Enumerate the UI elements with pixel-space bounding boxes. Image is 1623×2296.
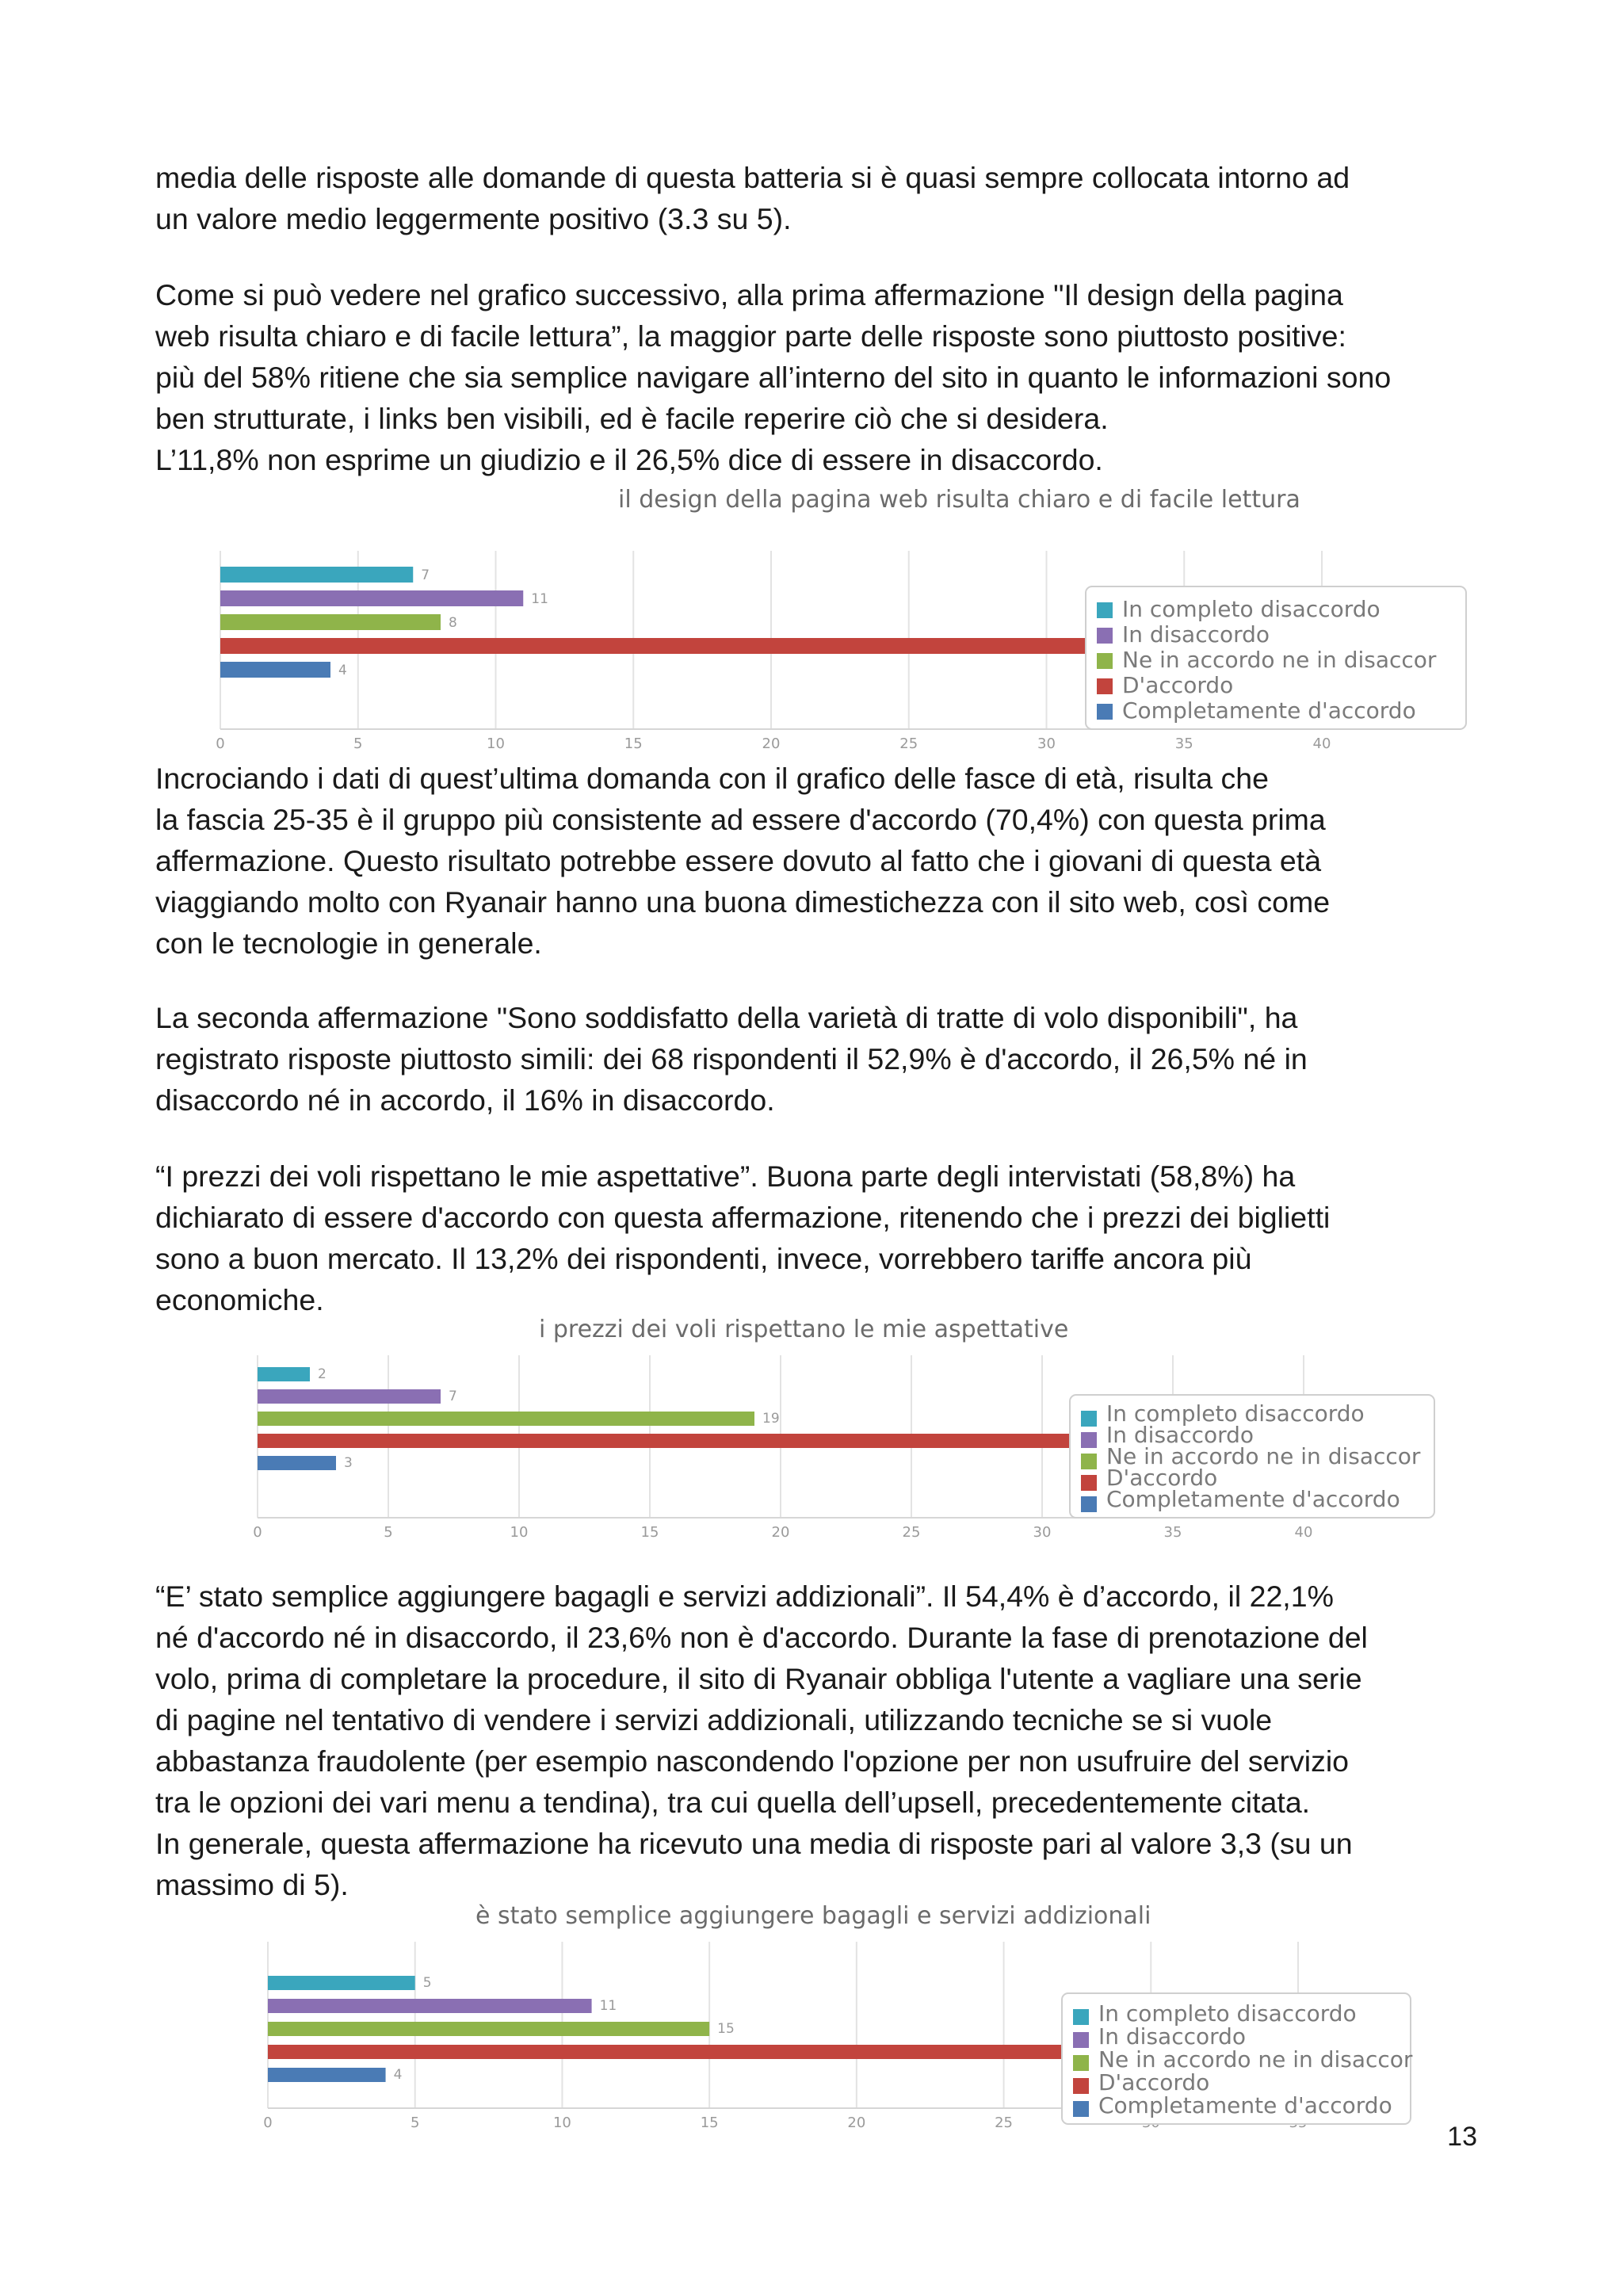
legend-swatch — [1073, 2032, 1089, 2048]
text-line: né d'accordo né in disaccordo, il 23,6% non è d'accordo. Durante la fase di prenotazione del — [155, 1621, 1368, 1654]
data-label: 7 — [421, 567, 430, 583]
text-line: Incrociando i dati di quest’ultima domanda con il grafico delle fasce di età, risulta che — [155, 762, 1269, 795]
legend-label: Completamente d'accordo — [1122, 697, 1416, 724]
text-line: tra le opzioni dei vari menu a tendina), tra cui quella dell’upsell, precedentemente citata. — [155, 1786, 1311, 1819]
bar-0 — [258, 1367, 310, 1381]
text-line: dichiarato di essere d'accordo con questa affermazione, ritenendo che i prezzi dei biglietti — [155, 1201, 1331, 1234]
legend-label: In completo disaccordo — [1122, 596, 1381, 622]
chart-svg — [238, 1316, 1474, 1549]
text-line: volo, prima di completare la procedure, il sito di Ryanair obbliga l'utente a vagliare una serie — [155, 1662, 1362, 1695]
legend-swatch — [1081, 1432, 1097, 1448]
bar-0 — [268, 1976, 415, 1990]
legend-swatch — [1081, 1411, 1097, 1427]
legend-swatch — [1097, 628, 1113, 644]
text-line: “I prezzi dei voli rispettano le mie aspettative”. Buona parte degli intervistati (58,8%) ha — [155, 1159, 1296, 1193]
data-label: 3 — [344, 1455, 353, 1471]
data-label: 15 — [717, 2021, 735, 2037]
legend — [1086, 586, 1466, 729]
paragraph-4 — [155, 997, 1487, 1121]
x-tick-label: 30 — [1037, 735, 1056, 752]
text-line: In generale, questa affermazione ha ricevuto una media di risposte pari al valore 3,3 (su un — [155, 1827, 1353, 1860]
x-tick-label: 5 — [353, 735, 363, 752]
bar-4 — [220, 662, 330, 678]
data-label: 7 — [449, 1389, 457, 1404]
legend — [1070, 1395, 1434, 1518]
page-number: 13 — [1447, 2122, 1477, 2152]
bar-2 — [268, 2022, 709, 2036]
legend-swatch — [1097, 602, 1113, 618]
x-tick-label: 5 — [384, 1524, 393, 1541]
data-label: 2 — [318, 1366, 327, 1382]
text-line: disaccordo né in accordo, il 16% in disaccordo. — [155, 1083, 775, 1117]
legend-label: Completamente d'accordo — [1106, 1486, 1400, 1512]
data-label: 4 — [338, 663, 347, 678]
legend-swatch — [1073, 2101, 1089, 2117]
bar-1 — [258, 1389, 441, 1404]
x-tick-label: 30 — [1033, 1524, 1052, 1541]
chart-design-pagina — [206, 483, 1474, 752]
x-tick-label: 25 — [899, 735, 918, 752]
legend-label: D'accordo — [1098, 2069, 1210, 2095]
bar-1 — [268, 1999, 592, 2013]
legend — [1062, 1993, 1413, 2124]
chart-bagagli-servizi — [254, 1902, 1442, 2144]
data-label: 11 — [599, 1998, 617, 2014]
legend-label: D'accordo — [1106, 1465, 1218, 1491]
text-line: web risulta chiaro e di facile lettura”, la maggior parte delle risposte sono piuttosto positive: — [155, 319, 1346, 353]
data-label: 19 — [762, 1411, 780, 1427]
text-line: sono a buon mercato. Il 13,2% dei rispondenti, invece, vorrebbero tariffe ancora più — [155, 1242, 1252, 1275]
x-tick-label: 15 — [700, 2115, 719, 2131]
x-tick-label: 10 — [510, 1524, 529, 1541]
legend-label: D'accordo — [1122, 672, 1234, 698]
chart-title: il design della pagina web risulta chiaro e di facile lettura — [618, 486, 1300, 514]
text-line: La seconda affermazione "Sono soddisfatto della varietà di tratte di volo disponibili", ha — [155, 1001, 1298, 1034]
x-tick-label: 40 — [1294, 1524, 1313, 1541]
bar-2 — [220, 614, 441, 630]
text-line: Come si può vedere nel grafico successivo, alla prima affermazione "Il design della pagina — [155, 278, 1343, 311]
x-tick-label: 10 — [487, 735, 505, 752]
legend-label: Ne in accordo ne in disaccor — [1122, 647, 1437, 673]
text-line: registrato risposte piuttosto simili: dei 68 rispondenti il 52,9% è d'accordo, il 26,5% né in — [155, 1042, 1308, 1075]
legend-label: Ne in accordo ne in disaccor — [1098, 2046, 1413, 2073]
x-tick-label: 35 — [1163, 1524, 1182, 1541]
legend-swatch — [1073, 2078, 1089, 2094]
x-tick-label: 0 — [253, 1524, 262, 1541]
bar-2 — [258, 1412, 754, 1426]
legend-label: In disaccordo — [1122, 621, 1270, 648]
chart-title: è stato semplice aggiungere bagagli e servizi addizionali — [475, 1902, 1151, 1930]
text-line: media delle risposte alle domande di questa batteria si è quasi sempre collocata intorno ad — [155, 161, 1350, 194]
bar-4 — [258, 1456, 336, 1470]
text-line: L’11,8% non esprime un giudizio e il 26,5% dice di essere in disaccordo. — [155, 443, 1103, 476]
data-label: 8 — [449, 615, 457, 631]
text-line: viaggiando molto con Ryanair hanno una buona dimestichezza con il sito web, così come — [155, 885, 1331, 919]
x-tick-label: 25 — [902, 1524, 921, 1541]
legend-swatch — [1081, 1475, 1097, 1491]
legend-label: In completo disaccordo — [1106, 1400, 1365, 1427]
legend-label: In disaccordo — [1106, 1422, 1254, 1448]
text-line: “E’ stato semplice aggiungere bagagli e servizi addizionali”. Il 54,4% è d’accordo, il 22,1% — [155, 1580, 1334, 1613]
legend-swatch — [1097, 653, 1113, 669]
legend-swatch — [1081, 1496, 1097, 1512]
x-tick-label: 20 — [762, 735, 781, 752]
x-tick-label: 15 — [624, 735, 643, 752]
text-line: abbastanza fraudolente (per esempio nascondendo l'opzione per non usufruire del servizio — [155, 1744, 1350, 1778]
x-tick-label: 20 — [847, 2115, 866, 2131]
x-tick-label: 25 — [995, 2115, 1014, 2131]
x-tick-label: 20 — [771, 1524, 790, 1541]
data-label: 11 — [531, 591, 548, 607]
text-line: economiche. — [155, 1283, 324, 1316]
paragraph-6 — [155, 1576, 1487, 1905]
legend-label: Completamente d'accordo — [1098, 2092, 1392, 2118]
x-tick-label: 0 — [263, 2115, 273, 2131]
text-line: massimo di 5). — [155, 1868, 349, 1901]
x-tick-label: 10 — [552, 2115, 571, 2131]
x-tick-label: 15 — [640, 1524, 659, 1541]
paragraph-1 — [155, 157, 1487, 239]
legend-label: In disaccordo — [1098, 2023, 1247, 2050]
text-line: la fascia 25-35 è il gruppo più consistente ad essere d'accordo (70,4%) con questa prima — [155, 803, 1326, 836]
legend-label: In completo disaccordo — [1098, 2000, 1357, 2027]
chart-svg — [254, 1902, 1442, 2144]
text-line: affermazione. Questo risultato potrebbe essere dovuto al fatto che i giovani di questa età — [155, 844, 1322, 877]
text-line: con le tecnologie in generale. — [155, 926, 542, 960]
text-line: più del 58% ritiene che sia semplice navigare all’interno del sito in quanto le informazioni sono — [155, 361, 1392, 394]
bar-0 — [220, 567, 413, 583]
legend-swatch — [1081, 1454, 1097, 1469]
x-tick-label: 40 — [1312, 735, 1331, 752]
paragraph-5 — [155, 1156, 1487, 1320]
x-tick-label: 5 — [410, 2115, 420, 2131]
legend-label: Ne in accordo ne in disaccor — [1106, 1443, 1421, 1469]
legend-swatch — [1073, 2009, 1089, 2025]
paragraph-3 — [155, 758, 1487, 964]
text-line: di pagine nel tentativo di vendere i servizi addizionali, utilizzando tecniche se si vuole — [155, 1703, 1273, 1736]
data-label: 5 — [422, 1975, 432, 1991]
chart-title: i prezzi dei voli rispettano le mie aspettative — [539, 1316, 1069, 1343]
text-line: ben strutturate, i links ben visibili, ed è facile reperire ciò che si desidera. — [155, 402, 1109, 435]
bar-4 — [268, 2068, 386, 2082]
x-tick-label: 35 — [1174, 735, 1193, 752]
paragraph-2 — [155, 274, 1487, 480]
chart-prezzi-voli — [238, 1316, 1474, 1549]
x-tick-label: 0 — [216, 735, 225, 752]
bar-1 — [220, 590, 523, 606]
legend-swatch — [1073, 2055, 1089, 2071]
data-label: 4 — [393, 2067, 403, 2083]
legend-swatch — [1097, 678, 1113, 694]
legend-swatch — [1097, 704, 1113, 720]
chart-svg — [206, 483, 1474, 752]
text-line: un valore medio leggermente positivo (3.3 su 5). — [155, 202, 792, 235]
